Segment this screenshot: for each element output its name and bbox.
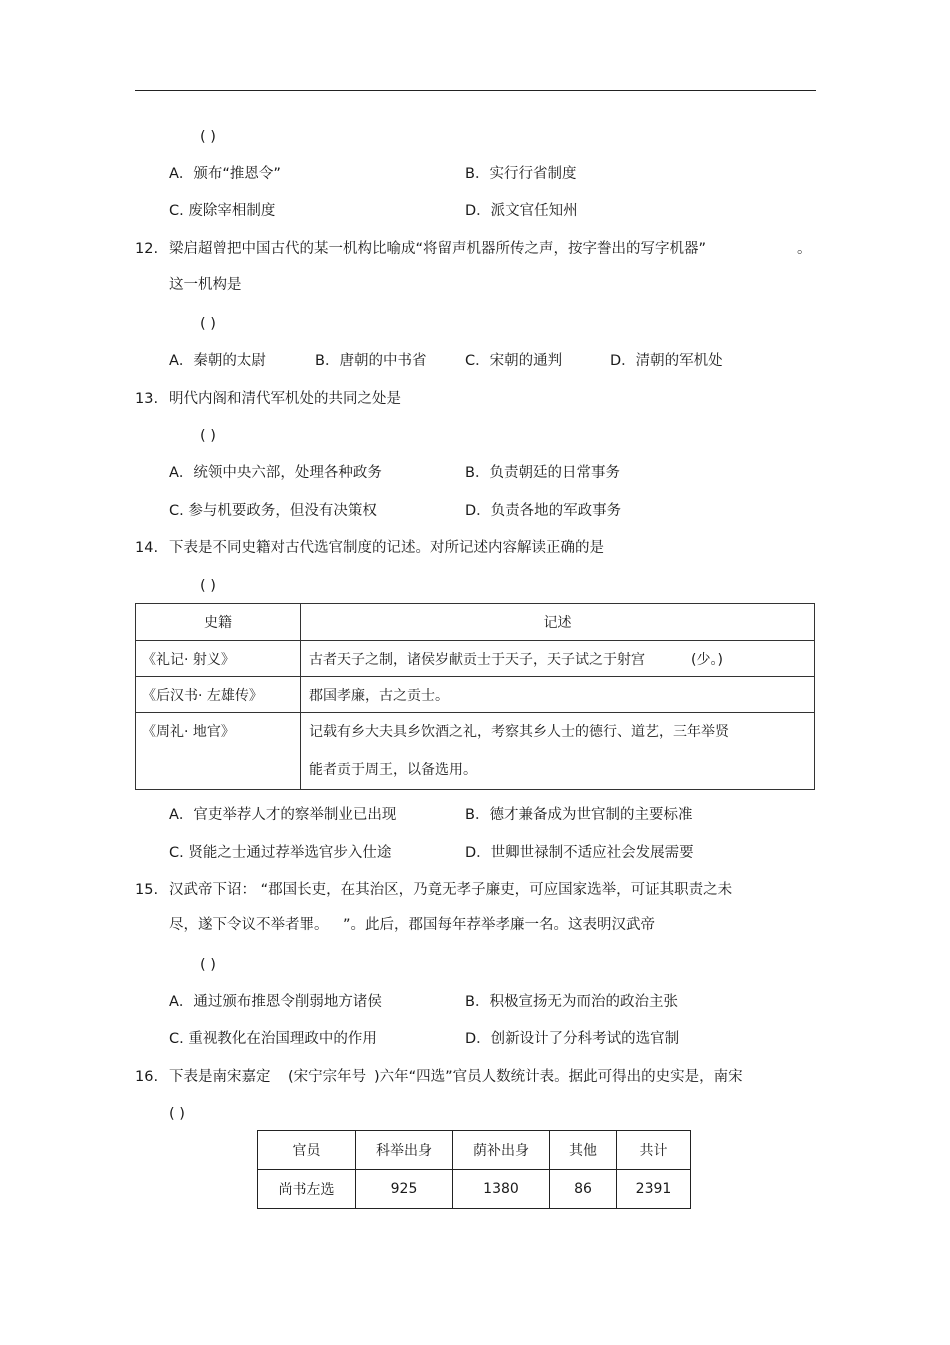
q16-official-stats-table: [257, 1130, 691, 1209]
header-source: 史籍: [136, 604, 301, 641]
q13-option-a: A．统领中央六部，处理各种政务: [169, 465, 382, 481]
q12-number: 12.: [135, 241, 159, 257]
q15-stem-line2a: 尽，遂下令议不举者罪。: [169, 917, 329, 933]
row-record: [301, 641, 815, 677]
q13-option-d: D．负责各地的军政事务: [465, 503, 622, 519]
q12-answer-paren: ( ): [200, 316, 216, 332]
q14-option-c: C. 贤能之士通过荐举选官步入仕途: [169, 845, 392, 861]
q15-answer-paren: ( ): [200, 957, 216, 973]
table-row: [136, 713, 815, 790]
q12-option-d: D．清朝的军机处: [610, 353, 723, 369]
q16-stem-b: (宋宁宗年号: [288, 1069, 367, 1085]
q15-stem-line2b: ”。此后，郡国每年荐举孝廉一名。这表明汉武帝: [343, 917, 656, 933]
q13-option-c: C. 参与机要政务，但没有决策权: [169, 503, 377, 519]
q14-option-b: B．德才兼备成为世官制的主要标准: [465, 807, 693, 823]
table-row: [258, 1170, 691, 1209]
cell-yinbu: 1380: [453, 1170, 550, 1209]
q12-stem-line1: 梁启超曾把中国古代的某一机构比喻成“将留声机器所传之声，按字誊出的写字机器”: [169, 241, 707, 257]
q14-answer-paren: ( ): [200, 578, 216, 594]
q16-number: 16.: [135, 1069, 159, 1085]
row-record: 郡国孝廉，古之贡士。: [301, 677, 815, 713]
header-other: 其他: [550, 1131, 617, 1170]
q16-stem-c: )六年“四选”官员人数统计表。据此可得出的史实是，南宋: [374, 1069, 743, 1085]
q12-stem-line2: 这一机构是: [169, 277, 242, 293]
q11-option-b: B．实行行省制度: [465, 166, 577, 182]
table-row: [136, 641, 815, 677]
row-record-note: (少。): [691, 651, 723, 668]
q12-option-c: C．宋朝的通判: [465, 353, 563, 369]
table-row: [136, 677, 815, 713]
q15-number: 15.: [135, 882, 159, 898]
header-yinbu: 荫补出身: [453, 1131, 550, 1170]
q11-option-c: C. 废除宰相制度: [169, 203, 276, 219]
q14-option-d: D．世卿世禄制不适应社会发展需要: [465, 845, 694, 861]
q11-option-d: D．派文官任知州: [465, 203, 578, 219]
row-record: [301, 713, 815, 790]
table-header-row: [136, 604, 815, 641]
q13-stem: 明代内阁和清代军机处的共同之处是: [169, 391, 401, 407]
q16-stem-a: 下表是南宋嘉定: [169, 1069, 271, 1085]
q11-answer-paren: ( ): [200, 129, 216, 145]
cell-official: 尚书左选: [258, 1170, 356, 1209]
q11-option-a: A．颁布“推恩令”: [169, 166, 281, 182]
header-record: 记述: [301, 604, 815, 641]
q12-option-a: A．秦朝的太尉: [169, 353, 266, 369]
cell-other: 86: [550, 1170, 617, 1209]
row-source: 《后汉书· 左雄传》: [136, 677, 301, 713]
q13-option-b: B．负责朝廷的日常事务: [465, 465, 620, 481]
q12-option-b: B．唐朝的中书省: [315, 353, 427, 369]
q15-stem-line1: 汉武帝下诏： “郡国长吏，在其治区，乃竟无孝子廉吏，可应国家选举，可证其职责之未: [169, 882, 733, 898]
cell-keju: 925: [356, 1170, 453, 1209]
q15-option-d: D．创新设计了分科考试的选官制: [465, 1031, 680, 1047]
q15-option-a: A．通过颁布推恩令削弱地方诸侯: [169, 994, 382, 1010]
q16-answer-paren: ( ): [169, 1106, 185, 1122]
q14-history-table: [135, 603, 815, 790]
header-official: 官员: [258, 1131, 356, 1170]
q13-number: 13.: [135, 391, 159, 407]
row-record-text: 古者天子之制，诸侯岁献贡士于天子，天子试之于射宫: [309, 651, 645, 668]
header-total: 共计: [617, 1131, 691, 1170]
q14-option-a: A．官吏举荐人才的察举制业已出现: [169, 807, 397, 823]
row-record-line1: 记载有乡大夫具乡饮酒之礼，考察其乡人士的德行、道艺，三年举贤: [309, 724, 729, 740]
header-rule: [135, 90, 816, 91]
row-record-line2: 能者贡于周王，以备选用。: [309, 762, 477, 778]
row-source: 《礼记· 射义》: [136, 641, 301, 677]
q14-stem: 下表是不同史籍对古代选官制度的记述。对所记述内容解读正确的是: [169, 540, 604, 556]
q12-stem-end: 。: [797, 241, 812, 257]
q15-option-b: B．积极宣扬无为而治的政治主张: [465, 994, 678, 1010]
q13-answer-paren: ( ): [200, 428, 216, 444]
row-source: 《周礼· 地官》: [136, 713, 301, 790]
header-keju: 科举出身: [356, 1131, 453, 1170]
q15-option-c: C. 重视教化在治国理政中的作用: [169, 1031, 377, 1047]
table-header-row: [258, 1131, 691, 1170]
cell-total: 2391: [617, 1170, 691, 1209]
q14-number: 14.: [135, 540, 159, 556]
